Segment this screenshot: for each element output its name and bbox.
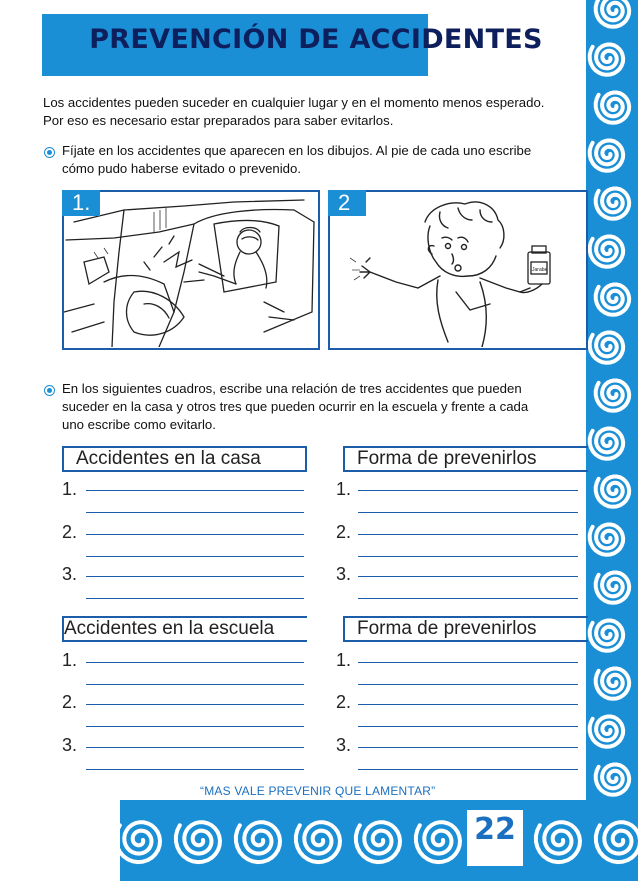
home-row-3-answer-line[interactable] — [86, 576, 304, 577]
home-row-1-number: 1. — [62, 479, 78, 499]
school-row-2-answer-line-2[interactable] — [86, 726, 304, 727]
school-accidents-header: Accidentes en la escuela — [62, 616, 307, 642]
school-prevent-row-3-line-2[interactable] — [358, 769, 578, 770]
home-prevent-row-3-line[interactable] — [358, 576, 578, 577]
spiral-icon — [590, 525, 624, 555]
school-row-2-number: 2. — [62, 692, 78, 712]
school-row-1-answer-line[interactable] — [86, 662, 304, 663]
home-prevention-header: Forma de prevenirlos — [343, 446, 588, 472]
school-row-2-answer-line[interactable] — [86, 704, 304, 705]
page-title: PREVENCIÓN DE ACCIDENTES — [89, 24, 543, 55]
motto: “MAS VALE PREVENIR QUE LAMENTAR” — [200, 784, 436, 798]
school-row-3-number: 3. — [62, 735, 78, 755]
spiral-icon — [120, 822, 160, 862]
home-prevent-row-3-line-2[interactable] — [358, 598, 578, 599]
school-row-1-number: 1. — [62, 650, 78, 670]
school-prevent-row-2-line[interactable] — [358, 704, 578, 705]
spiral-pattern-icon — [120, 800, 638, 881]
home-row-2-answer-line-2[interactable] — [86, 556, 304, 557]
car-crash-illustration — [64, 192, 317, 347]
spiral-icon — [176, 822, 220, 862]
spiral-icon — [596, 573, 630, 603]
page-number: 22 — [474, 812, 516, 847]
home-row-3-answer-line-2[interactable] — [86, 598, 304, 599]
picture-number-1: 1. — [62, 190, 100, 216]
spiral-icon — [590, 717, 624, 747]
spiral-icon — [596, 0, 630, 27]
home-prevent-row-1-line-2[interactable] — [358, 512, 578, 513]
spiral-icon — [596, 285, 630, 315]
school-prevent-row-2-line-2[interactable] — [358, 726, 578, 727]
home-row-1-answer-line[interactable] — [86, 490, 304, 491]
home-prevent-row-1-number: 1. — [336, 479, 352, 499]
intro-line-1: Los accidentes pueden suceder en cualquier lugar y en el momento menos esperado. — [43, 95, 545, 110]
picture-frame-2 — [328, 190, 588, 350]
school-prevent-row-1-line[interactable] — [358, 662, 578, 663]
school-prevent-row-1-line-2[interactable] — [358, 684, 578, 685]
school-prevent-row-3-line[interactable] — [358, 747, 578, 748]
home-prevent-row-2-number: 2. — [336, 522, 352, 542]
school-row-3-answer-line[interactable] — [86, 747, 304, 748]
instruction-2-line-2: suceder en la casa y otros tres que pueden ocurrir en la escuela y frente a cada — [62, 399, 529, 414]
home-row-2-answer-line[interactable] — [86, 534, 304, 535]
spiral-icon — [590, 621, 624, 651]
right-decorative-band — [586, 0, 638, 881]
spiral-icon — [590, 237, 624, 267]
intro-line-2: Por eso es necesario estar preparados para saber evitarlos. — [43, 113, 394, 128]
child-medicine-illustration — [330, 192, 585, 347]
spiral-icon — [590, 333, 624, 363]
picture-number-2: 2 — [328, 190, 366, 216]
home-row-3-number: 3. — [62, 564, 78, 584]
school-row-1-answer-line-2[interactable] — [86, 684, 304, 685]
spiral-icon — [596, 669, 630, 699]
picture-frame-1 — [62, 190, 320, 350]
school-prevent-row-3-number: 3. — [336, 735, 352, 755]
home-accidents-header: Accidentes en la casa — [62, 446, 307, 472]
school-prevent-row-2-number: 2. — [336, 692, 352, 712]
instruction-2-line-1: En los siguientes cuadros, escribe una relación de tres accidentes que pueden — [62, 381, 522, 396]
home-prevent-row-2-line-2[interactable] — [358, 556, 578, 557]
spiral-pattern-icon — [586, 0, 638, 881]
home-prevent-row-3-number: 3. — [336, 564, 352, 584]
home-prevent-row-2-line[interactable] — [358, 534, 578, 535]
spiral-icon — [356, 822, 400, 862]
school-prevent-row-1-number: 1. — [336, 650, 352, 670]
spiral-icon — [596, 477, 630, 507]
spiral-icon — [596, 822, 638, 862]
school-prevention-header: Forma de prevenirlos — [343, 616, 588, 642]
instruction-1-line-1: Fíjate en los accidentes que aparecen en los dibujos. Al pie de cada uno escribe — [62, 143, 532, 158]
spiral-icon — [416, 822, 460, 862]
home-prevent-row-1-line[interactable] — [358, 490, 578, 491]
spiral-icon — [596, 765, 630, 795]
spiral-icon — [596, 189, 630, 219]
home-row-1-answer-line-2[interactable] — [86, 512, 304, 513]
instruction-1-line-2: cómo pudo haberse evitado o prevenido. — [62, 161, 302, 176]
spiral-icon — [536, 822, 580, 862]
spiral-icon — [590, 141, 624, 171]
bullet-spiral-icon — [44, 147, 55, 158]
spiral-icon — [590, 45, 624, 75]
school-row-3-answer-line-2[interactable] — [86, 769, 304, 770]
spiral-icon — [596, 93, 630, 123]
home-row-2-number: 2. — [62, 522, 78, 542]
bottle-label: Jarabe — [532, 267, 548, 273]
spiral-icon — [590, 429, 624, 459]
bullet-spiral-icon — [44, 385, 55, 396]
spiral-icon — [596, 381, 630, 411]
bottom-decorative-band — [120, 800, 638, 881]
spiral-icon — [236, 822, 280, 862]
instruction-2-line-3: uno escribe como evitarlo. — [62, 417, 216, 432]
spiral-icon — [296, 822, 340, 862]
